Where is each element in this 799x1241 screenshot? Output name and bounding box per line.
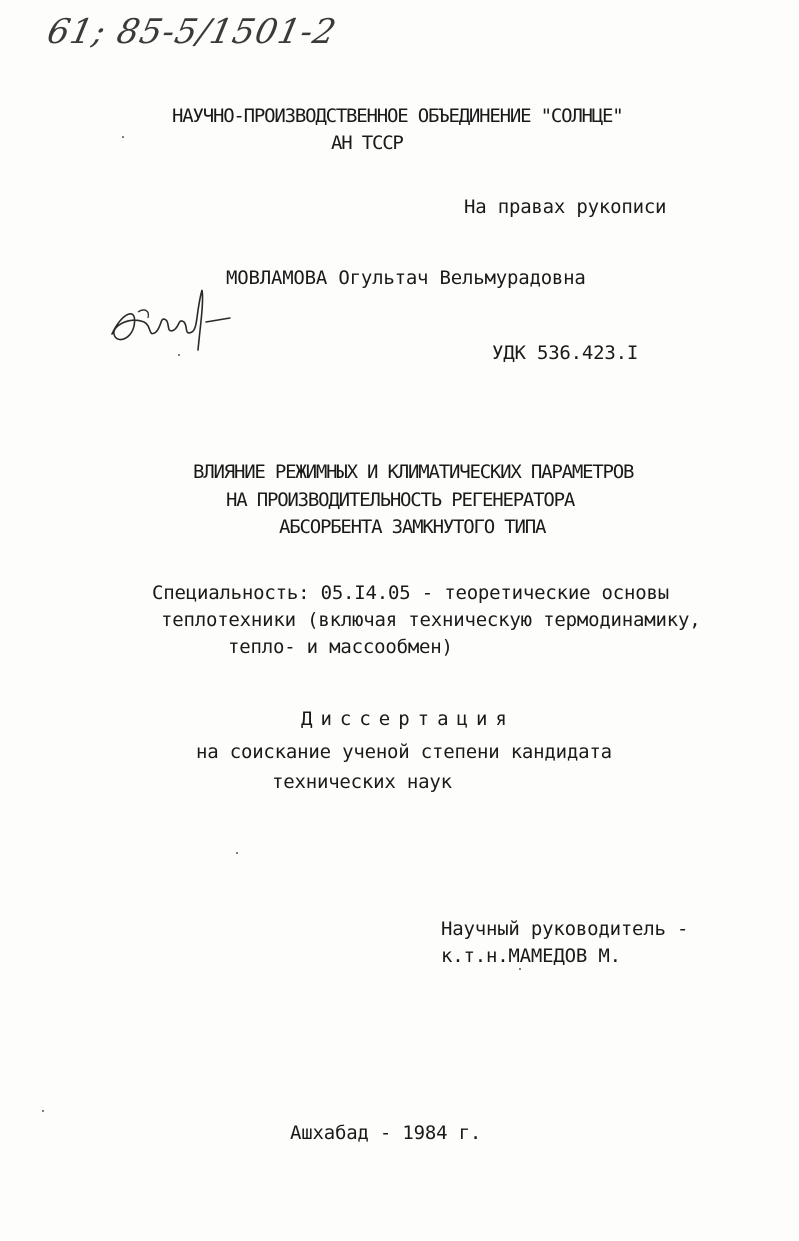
scan-speck — [178, 354, 180, 356]
udc-code: УДК 536.423.I — [492, 342, 639, 364]
thesis-title-line-3: АБСОРБЕНТА ЗАМКНУТОГО ТИПА — [279, 516, 546, 538]
dissertation-line-2: технических наук — [272, 771, 452, 793]
author-name: МОВЛАМОВА Огультач Вельмурадовна — [226, 267, 586, 289]
organization-line-1: НАУЧНО-ПРОИЗВОДСТВЕННОЕ ОБЪЕДИНЕНИЕ "СОЛНЦЕ" — [172, 105, 623, 127]
specialty-line-3: тепло- и массообмен) — [228, 636, 453, 658]
thesis-title-line-1: ВЛИЯНИЕ РЕЖИМНЫХ И КЛИМАТИЧЕСКИХ ПАРАМЕТРОВ — [193, 461, 634, 483]
scan-speck — [122, 136, 124, 138]
scan-speck — [236, 852, 238, 854]
scan-speck — [519, 968, 521, 970]
signature-icon — [104, 282, 244, 362]
specialty-line-1: Специальность: 05.I4.05 - теоретические основы — [152, 582, 669, 604]
dissertation-line-1: на соискание ученой степени кандидата — [196, 741, 612, 763]
place-and-year: Ашхабад - 1984 г. — [290, 1122, 482, 1144]
manuscript-rights: На правах рукописи — [464, 196, 667, 218]
dissertation-heading: Диссертация — [301, 708, 515, 730]
organization-line-2: АН ТССР — [331, 132, 403, 154]
supervisor-line-1: Научный руководитель - — [441, 918, 689, 940]
archive-mark: 61; 85-5/1501-2 — [43, 12, 341, 52]
supervisor-line-2: к.т.н.МАМЕДОВ М. — [441, 945, 621, 967]
scan-speck — [42, 1110, 44, 1112]
specialty-line-2: теплотехники (включая техническую термодинамику, — [161, 609, 701, 631]
thesis-title-line-2: НА ПРОИЗВОДИТЕЛЬНОСТЬ РЕГЕНЕРАТОРА — [226, 489, 575, 511]
